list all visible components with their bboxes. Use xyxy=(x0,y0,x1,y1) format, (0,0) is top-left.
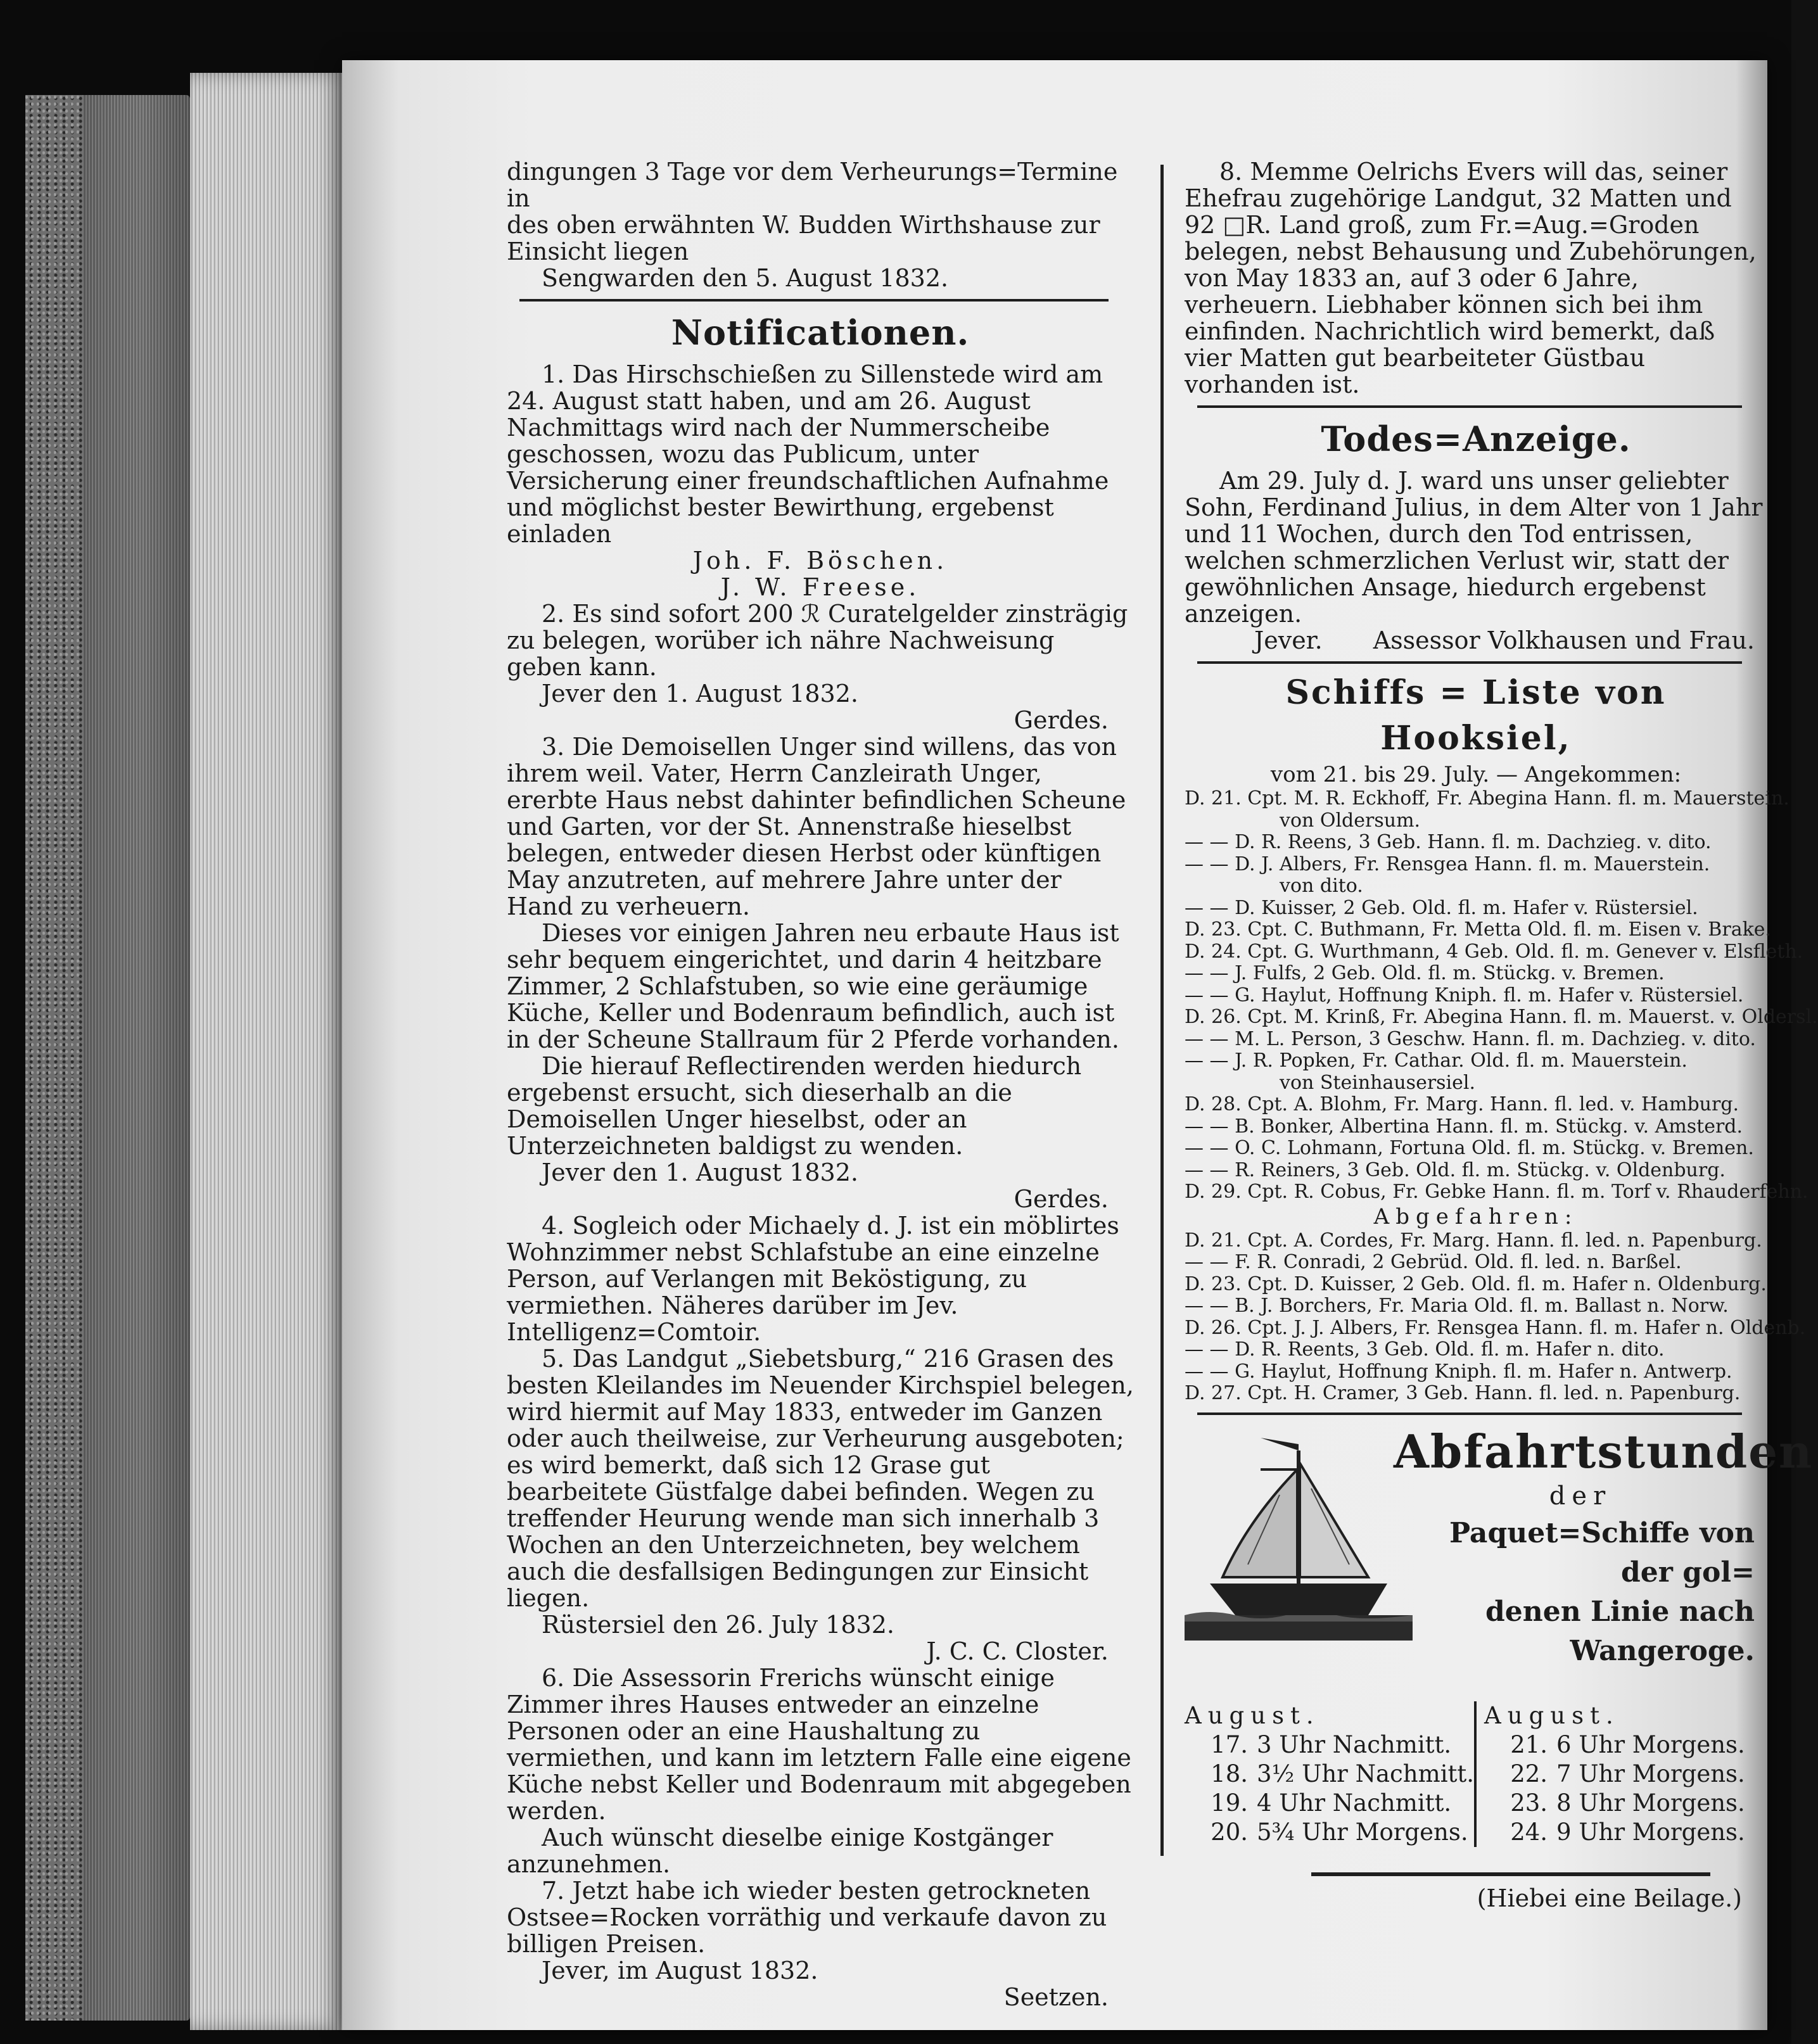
schedule-time: 7 Uhr Morgens. xyxy=(1556,1760,1745,1787)
death-notice-signature: Assessor Volkhausen und Frau. xyxy=(1373,626,1755,654)
schedule-day: 17. xyxy=(1211,1730,1248,1758)
notice-3-date: Jever den 1. August 1832. xyxy=(542,1158,858,1186)
notice-1-signature: Joh. F. Böschen. xyxy=(692,547,948,574)
arrived-ship-entry: — — D. R. Reens, 3 Geb. Hann. fl. m. Dachzieg. v. dito. xyxy=(1185,831,1712,853)
book-cover-edge xyxy=(25,95,82,2021)
departed-ship-entry: D. 26. Cpt. J. J. Albers, Fr. Rensgea Hann. fl. m. Hafer n. Oldenb. xyxy=(1185,1316,1806,1339)
notice-3: 3. Die Demoisellen Unger sind willens, das von ihrem weil. Vater, Herrn Canzleirath Unger, ererbte Haus nebst dahinter befindlichen Scheune und Garten, vor der St. Annenstraße hieselbst belegen, entweder diesen Herbst oder künftigen May anzutreten, auf mehrere Jahre unter der Hand zu verheuern. xyxy=(507,733,1126,920)
arrived-ship-entry: — — R. Reiners, 3 Geb. Old. fl. m. Stückg. v. Oldenburg. xyxy=(1185,1158,1726,1181)
departed-ship-entry: — — F. R. Conradi, 2 Gebrüd. Old. fl. led. n. Barßel. xyxy=(1185,1251,1682,1273)
schedule-day: 20. xyxy=(1211,1818,1248,1846)
section-heading-notificationen: Notificationen. xyxy=(671,312,970,353)
arrived-ship-entry: von Steinhausersiel. xyxy=(1280,1071,1476,1094)
intro-line: Einsicht liegen xyxy=(507,238,689,265)
page-block-edge xyxy=(190,73,348,2030)
death-notice-place: Jever. xyxy=(1254,626,1323,654)
schedule-month: August. xyxy=(1185,1701,1320,1729)
notice-5: 5. Das Landgut „Siebetsburg,“ 216 Grasen des besten Kleilandes im Neuender Kirchspiel belegen, wird hiermit auf May 1833, entweder im Ganzen oder auch theilweise, zur Verheurung ausgeboten; es wird bemerkt, daß sich 12 Grase gut bearbeitete Güstfalge dabei befinden. Wegen zu treffender Heurung wende man sich innerhalb 3 Wochen an den Unterzeichneten, bey welchem auch die desfallsigen Bedingungen zur Einsicht liegen. xyxy=(507,1345,1134,1612)
closing-rule xyxy=(1311,1872,1710,1876)
schedule-time: 9 Uhr Morgens. xyxy=(1556,1818,1745,1846)
notice-2: 2. Es sind sofort 200 ℛ Curatelgelder zinsträgig zu belegen, worüber ich nähre Nachweisung geben kann. xyxy=(507,600,1128,681)
arrived-ship-entry: — — J. Fulfs, 2 Geb. Old. fl. m. Stückg. v. Bremen. xyxy=(1185,962,1665,984)
schedule-row xyxy=(1484,1818,1767,1847)
schedule-time: 4 Uhr Nachmitt. xyxy=(1257,1789,1452,1817)
notice-6: Auch wünscht dieselbe einige Kostgänger anzunehmen. xyxy=(507,1824,1053,1878)
notice-6: 6. Die Assessorin Frerichs wünscht einige Zimmer ihres Hauses entweder an einzelne Personen oder an eine Haushaltung zu vermiethen, und kann im letztern Falle eine eigene Küche nebst Keller und Bodenraum mit abgegeben werden. xyxy=(507,1664,1131,1825)
schedule-time: 3 Uhr Nachmitt. xyxy=(1257,1730,1452,1758)
section-rule xyxy=(519,299,1109,302)
intro-line: dingungen 3 Tage vor dem Verheurungs=Termine in xyxy=(507,158,1118,212)
schedule-time: 3½ Uhr Nachmitt. xyxy=(1257,1760,1475,1787)
departure-times-der: der xyxy=(1549,1481,1612,1511)
death-notice-footer xyxy=(1185,627,1767,654)
arrived-ship-entry: — — D. Kuisser, 2 Geb. Old. fl. m. Hafer v. Rüstersiel. xyxy=(1185,896,1698,919)
notice-4: 4. Sogleich oder Michaely d. J. ist ein möblirtes Wohnzimmer nebst Schlafstube an eine einzelne Person, auf Verlangen mit Beköstigung, zu vermiethen. Näheres darüber im Jev. Intelligenz=Comtoir. xyxy=(507,1212,1119,1346)
schedule-day: 19. xyxy=(1211,1789,1248,1817)
departure-times-subtitle: Paquet=Schiffe von der gol= xyxy=(1449,1516,1755,1589)
arrived-ship-list xyxy=(1185,787,1818,1203)
schedule-day: 23. xyxy=(1510,1789,1548,1817)
schedule-time: 5¾ Uhr Morgens. xyxy=(1257,1818,1468,1846)
departure-times-title-block xyxy=(1394,1424,1814,1671)
arrived-ship-entry: — — B. Bonker, Albertina Hann. fl. m. Stückg. v. Amsterd. xyxy=(1185,1115,1743,1138)
schedule-row xyxy=(1484,1730,1767,1760)
notice-7-date: Jever, im August 1832. xyxy=(542,1957,818,1984)
arrived-ship-entry: — — J. R. Popken, Fr. Cathar. Old. fl. m. Mauerstein. xyxy=(1185,1050,1688,1072)
schedule-row xyxy=(1484,1760,1767,1789)
section-rule xyxy=(1197,661,1742,664)
ship-list-subheading: vom 21. bis 29. July. — Angekommen: xyxy=(1270,762,1682,787)
section-rule xyxy=(1197,405,1742,408)
schedule-day: 18. xyxy=(1211,1760,1248,1787)
departed-heading: Abgefahren: xyxy=(1373,1203,1579,1229)
notice-1-signature: J. W. Freese. xyxy=(720,573,920,601)
arrived-ship-entry: — — M. L. Person, 3 Geschw. Hann. fl. m. Dachzieg. v. dito. xyxy=(1185,1027,1756,1050)
schedule-day: 21. xyxy=(1510,1730,1548,1758)
arrived-ship-entry: D. 24. Cpt. G. Wurthmann, 4 Geb. Old. fl. m. Genever v. Elsfleth. xyxy=(1185,940,1803,963)
notice-3: Die hierauf Reflectirenden werden hiedurch ergebenst ersucht, sich dieserhalb an die Demoisellen Unger hieselbst, oder an Unterzeichneten baldigst zu wenden. xyxy=(507,1052,1082,1160)
schedule-row xyxy=(1185,1760,1474,1789)
supplement-note: (Hiebei eine Beilage.) xyxy=(1477,1884,1742,1912)
intro-dateline: Sengwarden den 5. August 1832. xyxy=(542,264,949,292)
notice-1: 1. Das Hirschschießen zu Sillenstede wird am 24. August statt haben, und am 26. August Nachmittags wird nach der Nummerscheibe geschossen, wozu das Publicum, unter Versicherung einer freundschaftlichen Aufnahme und möglichst bester Bewirthung, ergebenst einladen xyxy=(507,360,1109,548)
departed-ship-entry: — — G. Haylut, Hoffnung Kniph. fl. m. Hafer n. Antwerp. xyxy=(1185,1360,1732,1383)
death-notice-heading: Todes=Anzeige. xyxy=(1321,419,1631,459)
schedule-row xyxy=(1185,1730,1474,1760)
departed-ship-entry: D. 23. Cpt. D. Kuisser, 2 Geb. Old. fl. m. Hafer n. Oldenburg. xyxy=(1185,1273,1767,1295)
death-notice-text: Am 29. July d. J. ward uns unser geliebter Sohn, Ferdinand Julius, in dem Alter von 1 Jahr und 11 Wochen, durch den Tod entrissen, welchen schmerzlichen Verlust wir, statt der gewöhnlichen Ansage, hiedurch ergebenst anzeigen. xyxy=(1185,467,1763,628)
arrived-ship-entry: — — D. J. Albers, Fr. Rensgea Hann. fl. m. Mauerstein. xyxy=(1185,853,1710,875)
notice-2-signature: Gerdes. xyxy=(1014,706,1109,734)
arrived-ship-entry: von Oldersum. xyxy=(1280,809,1421,832)
arrived-ship-entry: D. 21. Cpt. M. R. Eckhoff, Fr. Abegina Hann. fl. m. Mauerstein. xyxy=(1185,787,1789,809)
arrived-ship-entry: — — O. C. Lohmann, Fortuna Old. fl. m. Stückg. v. Bremen. xyxy=(1185,1137,1754,1159)
schedule-time: 6 Uhr Morgens. xyxy=(1556,1730,1745,1758)
arrived-ship-entry: D. 23. Cpt. C. Buthmann, Fr. Metta Old. fl. m. Eisen v. Brake. xyxy=(1185,918,1772,941)
intro-line: des oben erwähnten W. Budden Wirthshause zur xyxy=(507,211,1100,239)
schedule-day: 22. xyxy=(1510,1760,1548,1787)
arrived-ship-entry: D. 28. Cpt. A. Blohm, Fr. Marg. Hann. fl. led. v. Hamburg. xyxy=(1185,1093,1739,1115)
section-rule xyxy=(1197,1412,1742,1415)
departure-times-subtitle: denen Linie nach Wangeroge. xyxy=(1485,1595,1755,1667)
departure-times-block xyxy=(1185,1424,1814,1698)
arrived-ship-entry: — — G. Haylut, Hoffnung Kniph. fl. m. Hafer v. Rüstersiel. xyxy=(1185,984,1744,1006)
left-column xyxy=(507,158,1134,2010)
schedule-row xyxy=(1185,1789,1474,1818)
notice-8: 8. Memme Oelrichs Evers will das, seiner Ehefrau zugehörige Landgut, 32 Matten und 92 □R. Land groß, zum Fr.=Aug.=Groden belegen, nebst Behausung und Zubehörungen, von May 1833 an, auf 3 oder 6 Jahre, verheuern. Liebhaber können sich bei ihm einfinden. Nachrichtlich wird bemerkt, daß vier Matten gut bearbeiteter Güstbau vorhanden ist. xyxy=(1185,158,1757,398)
schedule-month: August. xyxy=(1484,1701,1620,1729)
schedule-row xyxy=(1484,1789,1767,1818)
sailing-ship-illustration xyxy=(1185,1425,1413,1653)
arrived-ship-entry: D. 26. Cpt. M. Krinß, Fr. Abegina Hann. fl. m. Mauerst. v. Oldersl. xyxy=(1185,1006,1818,1028)
notice-3-signature: Gerdes. xyxy=(1014,1185,1109,1213)
schedule-left xyxy=(1185,1701,1474,1847)
departed-ship-entry: D. 21. Cpt. A. Cordes, Fr. Marg. Hann. fl. led. n. Papenburg. xyxy=(1185,1229,1762,1252)
schedule-time: 8 Uhr Morgens. xyxy=(1556,1789,1745,1817)
notice-7: 7. Jetzt habe ich wieder besten getrockneten Ostsee=Rocken vorräthig und verkaufe davon zu billigen Preisen. xyxy=(507,1877,1107,1958)
departed-ship-entry: D. 27. Cpt. H. Cramer, 3 Geb. Hann. fl. led. n. Papenburg. xyxy=(1185,1382,1741,1404)
notice-5-signature: J. C. C. Closter. xyxy=(926,1637,1109,1665)
departure-schedule xyxy=(1185,1701,1767,1847)
notice-7-signature: Seetzen. xyxy=(1003,1983,1109,2011)
departure-times-title: Abfahrtstunden xyxy=(1394,1424,1814,1478)
column-divider xyxy=(1160,165,1164,1856)
notice-2-date: Jever den 1. August 1832. xyxy=(542,680,858,708)
arrived-ship-entry: D. 29. Cpt. R. Cobus, Fr. Gebke Hann. fl. m. Torf v. Rhauderfehn. xyxy=(1185,1181,1808,1203)
ship-list-heading: Schiffs = Liste von Hooksiel, xyxy=(1285,673,1667,758)
notice-3: Dieses vor einigen Jahren neu erbaute Haus ist sehr bequem eingerichtet, und darin 4 heitzbare Zimmer, 2 Schlafstuben, so wie eine geräumige Küche, Keller und Bodenraum befindlich, auch ist in der Scheune Stallraum für 2 Pferde vorhanden. xyxy=(507,919,1119,1053)
schedule-right xyxy=(1474,1701,1767,1847)
departed-ship-list xyxy=(1185,1229,1806,1405)
right-column xyxy=(1185,158,1818,1912)
departed-ship-entry: — — D. R. Reents, 3 Geb. Old. fl. m. Hafer n. dito. xyxy=(1185,1338,1665,1361)
schedule-day: 24. xyxy=(1510,1818,1548,1846)
schedule-row xyxy=(1185,1818,1474,1847)
arrived-ship-entry: von dito. xyxy=(1280,875,1363,897)
departed-ship-entry: — — B. J. Borchers, Fr. Maria Old. fl. m. Ballast n. Norw. xyxy=(1185,1295,1729,1317)
notice-5-date: Rüstersiel den 26. July 1832. xyxy=(542,1611,894,1639)
